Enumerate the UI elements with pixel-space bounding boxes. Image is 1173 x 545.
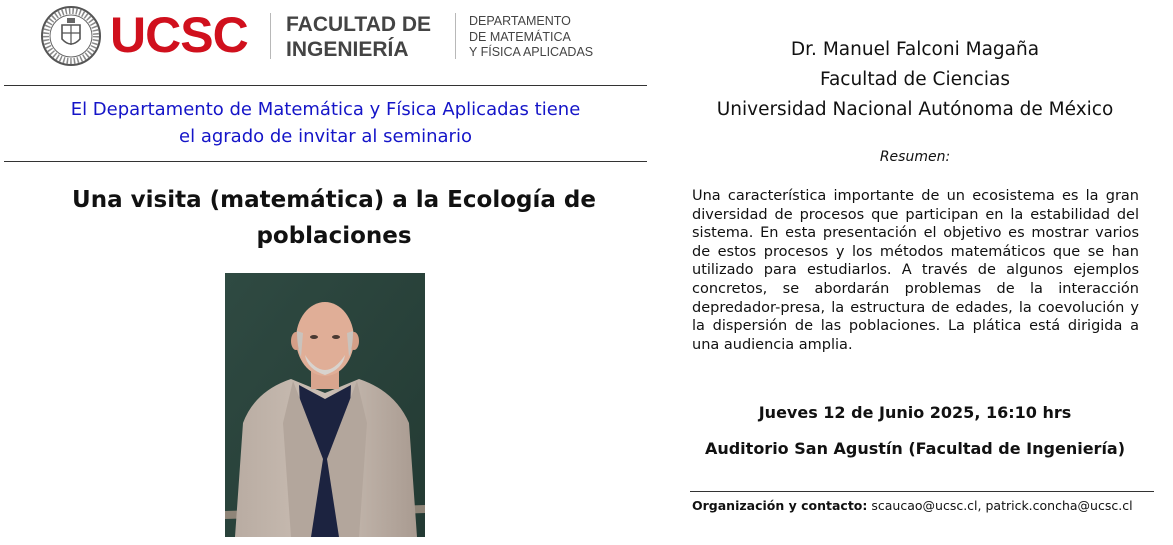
logo-divider: [455, 13, 456, 59]
speaker-photo: [225, 273, 425, 537]
talk-title-line-2: poblaciones: [256, 223, 412, 249]
speaker-university: Universidad Nacional Autónoma de México: [716, 99, 1114, 120]
speaker-name: Dr. Manuel Falconi Magaña: [790, 39, 1040, 60]
contact-line: [692, 497, 1162, 515]
speaker-info: [690, 35, 1140, 125]
divider: [4, 161, 647, 162]
dept-line-1: DEPARTAMENTO: [469, 14, 571, 28]
ucsc-logo: UCSC: [110, 7, 248, 63]
invitation-text: [4, 96, 647, 150]
divider: [4, 85, 647, 86]
event-venue: Auditorio San Agustín (Facultad de Ingeniería): [704, 439, 1126, 458]
faculty-logo: [286, 12, 431, 62]
invitation-line-2: el agrado de invitar al seminario: [179, 126, 472, 147]
university-seal-icon: [40, 5, 102, 67]
dept-line-3: Y FÍSICA APLICADAS: [469, 45, 594, 59]
department-logo: [469, 14, 593, 61]
contact-label: Organización y contacto:: [692, 498, 868, 513]
invitation-line-1: El Departamento de Matemática y Física Aplicadas tiene: [70, 99, 581, 120]
abstract-heading: Resumen:: [879, 149, 951, 165]
talk-title: [4, 182, 664, 254]
divider: [690, 491, 1154, 492]
dept-line-2: DE MATEMÁTICA: [469, 29, 571, 44]
contact-emails: scaucao@ucsc.cl, patrick.concha@ucsc.cl: [871, 498, 1133, 513]
speaker-faculty: Facultad de Ciencias: [820, 69, 1010, 90]
faculty-line-2: INGENIERÍA: [286, 38, 409, 61]
event-date: Jueves 12 de Junio 2025, 16:10 hrs: [758, 403, 1072, 422]
logo-divider: [270, 13, 271, 59]
abstract-text: Una característica importante de un ecosistema es la gran diversidad de procesos que participan en la estabilidad del sistema. En esta presentación el objetivo es mostrar varios de estos procesos y los métodos matemáticos que se han utilizado para estudiarlos. A través de algunos ejemplos concretos, se abordarán problemas de la interacción depredador-presa, la estructura de edades, la coevolución y la dispersión de las poblaciones. La plática está dirigida a una audiencia amplia.: [692, 188, 1139, 353]
faculty-line-1: FACULTAD DE: [286, 13, 432, 36]
talk-title-line-1: Una visita (matemática) a la Ecología de: [72, 187, 596, 213]
